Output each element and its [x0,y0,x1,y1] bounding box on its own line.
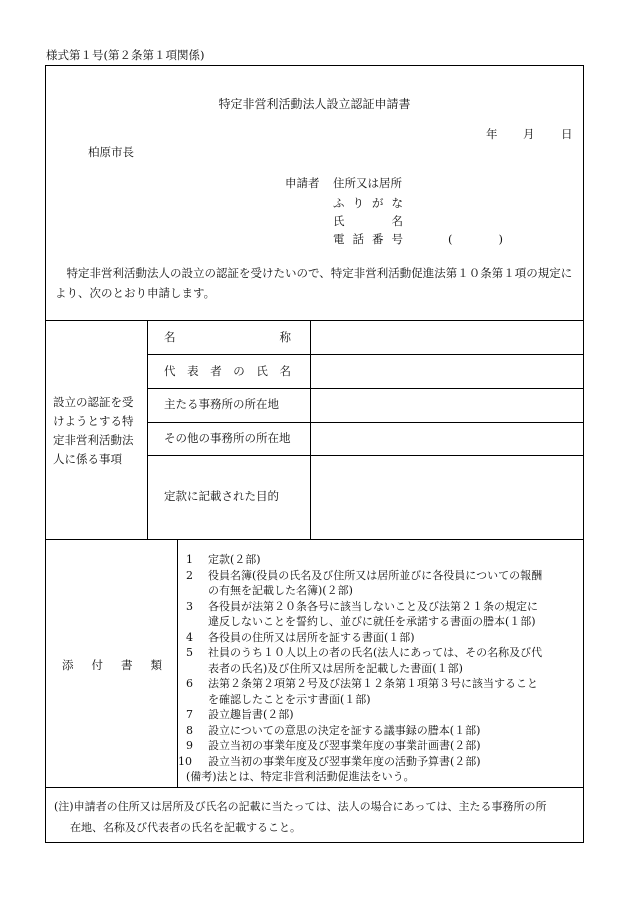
applicant-address-label: 住所又は居所 [333,176,402,190]
section-divider-footnote [45,787,584,788]
request-text: 特定非営利活動法人の設立の認証を受けたいので、特定非営利活動促進法第１０条第１項の規定により、次のとおり申請します。 [55,266,573,300]
label-main-office: 主たる事務所の所在地 [164,397,279,411]
addressee: 柏原市長 [88,145,134,159]
list-item: 4 各役員の住所又は居所を証する書面(１部) [186,630,415,644]
list-item: 8 設立についての意思の決定を証する議事録の謄本(１部) [186,723,481,737]
date-year: 年 [486,127,498,141]
date-day: 日 [561,127,573,141]
list-item: 10 設立当初の事業年度及び翌事業年度の活動予算書(２部) [178,754,481,768]
matters-row-divider [147,455,584,456]
list-item: 2 役員名簿(役員の氏名及び住所又は居所並びに各役員についての報酬 [186,568,543,582]
label-corp-name: 名 称 [164,330,291,344]
matters-row-divider [147,354,584,355]
matters-row-divider [147,422,584,423]
matters-row-divider [147,388,584,389]
label-other-office: その他の事務所の所在地 [164,431,291,445]
footnote-line-1: (注)申請者の住所又は居所及び氏名の記載に当たっては、法人の場合にあっては、主たる事務所の所 [54,800,547,813]
list-item: 1 定款(２部) [186,553,261,566]
matters-col-divider-1 [147,320,148,539]
date-month: 月 [523,127,535,141]
list-item: 9 設立当初の事業年度及び翌事業年度の事業計画書(２部) [186,739,481,752]
applicant-name-label: 氏 名 [333,214,403,228]
section-divider-attachments [45,539,584,540]
applicant-phone-label: 電 話 番 号 [333,232,403,246]
footnote-line-2: 在地、名称及び代表者の氏名を記載すること。 [70,821,301,834]
applicant-phone-paren: ( ) [448,232,503,246]
matters-heading: 設立の認証を受 けようとする特 定非営利活動法 人に係る事項 [53,395,134,466]
label-representative-name: 代 表 者 の 氏 名 [164,364,291,378]
list-item: 5 社員のうち１０人以上の者の氏名(法人にあっては、その名称及び代 [186,646,543,659]
attachments-col-divider [177,539,178,787]
label-purpose: 定款に記載された目的 [164,489,279,503]
section-divider-matters [45,320,584,321]
attachment-list: 1 定款(２部) 2 役員名簿(役員の氏名及び住所又は居所並びに各役員についての報酬 の有無を記載した名簿)(２部) 3 各役員が法第２０条各号に該当しないこと及び法第２１条の規定に 違反しないことを誓約し、並びに就任を承諾する書面の謄本(１部) 4 各役員の住所又は居所を証する書面(１部) 5 社員のうち１０人以上の者の氏名(法人にあっては、その名称及び代 表者の氏名)及び住所又は居所を記載した書面(１部) 6 法第２条第２項第２号及び法第１２条第１項第３号に該当すること を確認したことを示す書面(１部) 7 設立趣旨書(２部) 8 設立についての意思の決定を証する議事録の謄本(１部) 9 設立当初の事業年度及び翌事業年度の事業計画書(２部) 10 設立当初の事業年度及び翌事業年度の活動予算書(２部) (備考)法とは、特定非営利活動促進法をいう。 [186,552,586,785]
list-item: 3 各役員が法第２０条各号に該当しないこと及び法第２１条の規定に [186,599,538,613]
attachments-heading: 添 付 書 類 [62,658,162,672]
applicant-furigana-label: ふ り が な [333,196,403,210]
applicant-label: 申請者 [285,176,320,190]
attachments-note: (備考)法とは、特定非営利活動促進法をいう。 [186,770,415,783]
matters-col-divider-2 [310,320,311,539]
form-number: 様式第１号(第２条第１項関係) [46,48,205,62]
form-title: 特定非営利活動法人設立認証申請書 [218,97,411,111]
list-item: 6 法第２条第２項第２号及び法第１２条第１項第３号に該当すること [186,677,538,690]
list-item: 7 設立趣旨書(２部) [186,708,294,721]
